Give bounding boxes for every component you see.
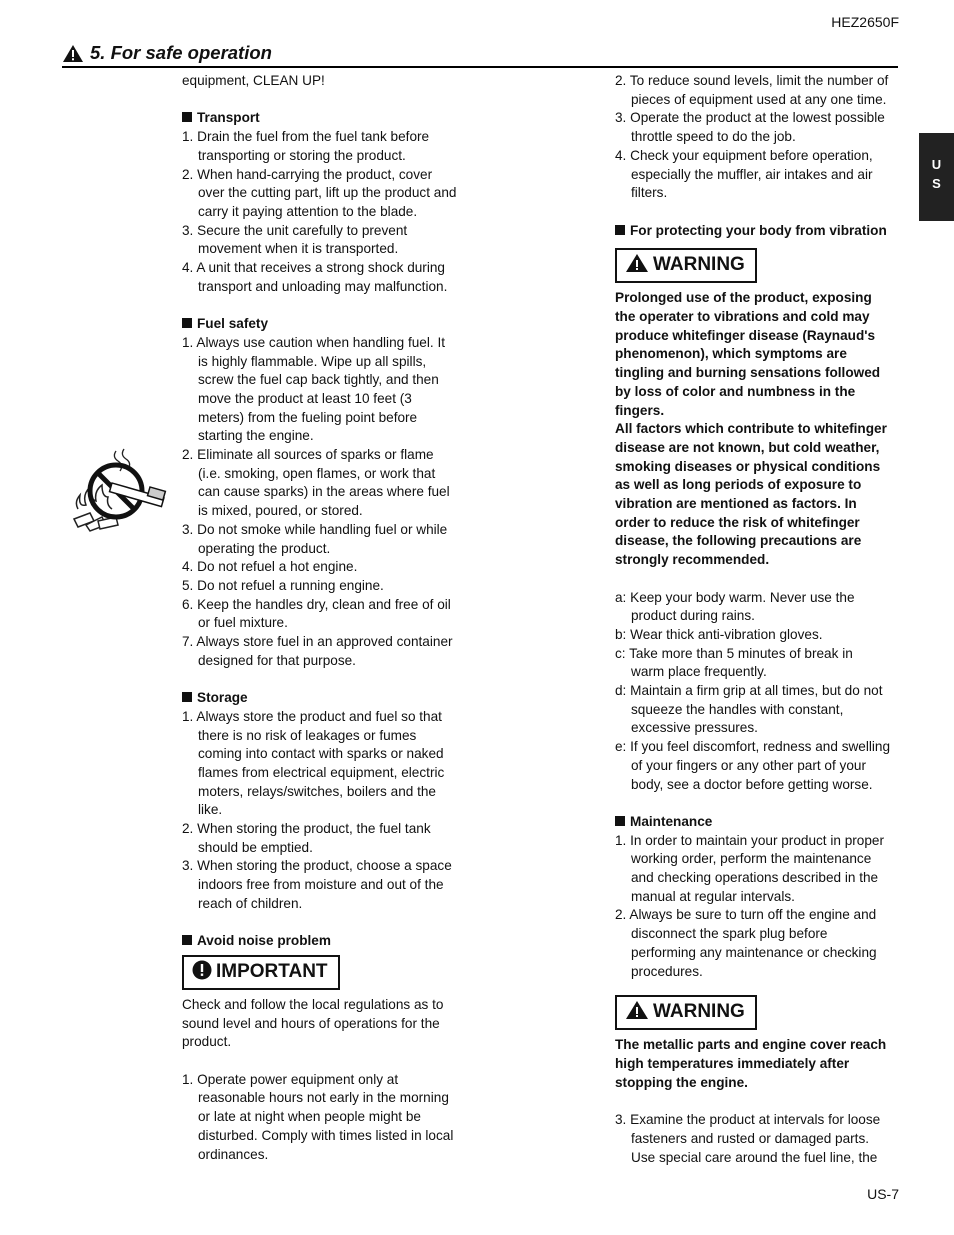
item-line: working order, perform the maintenance [631, 851, 872, 867]
item-line: transporting or storing the product. [198, 147, 406, 163]
list-item [182, 521, 470, 558]
maintenance-list [615, 832, 905, 982]
item-number: 1. [182, 708, 194, 724]
item-line: Operate power equipment only at [197, 1071, 399, 1087]
item-line: flames from electrical equipment, electric [198, 764, 445, 780]
item-line: If you feel discomfort, redness and swelling [630, 739, 891, 755]
item-number: 2. [182, 447, 194, 463]
warning-label: WARNING [653, 1001, 745, 1023]
warning-triangle-icon [62, 44, 84, 66]
item-line: disconnect the spark plug before [631, 926, 828, 942]
item-line: product during rains. [631, 608, 755, 624]
list-item [182, 1071, 470, 1165]
model-number: HEZ2650F [831, 14, 899, 30]
item-line: and checking operations described in the [631, 870, 879, 886]
maintenance-heading-text: Maintenance [630, 813, 713, 829]
warning-line: strongly recommended. [615, 552, 770, 568]
item-line: fasteners and rusted or damaged parts. [631, 1130, 870, 1146]
fuel-safety-heading-text: Fuel safety [197, 316, 269, 332]
list-item [182, 128, 470, 165]
item-number: 3. [182, 521, 194, 537]
item-line: operating the product. [198, 540, 331, 556]
exclamation-circle-icon [192, 960, 212, 980]
item-line: movement when it is transported. [198, 241, 399, 257]
maintenance-heading [615, 813, 905, 832]
warning-triangle-icon [625, 253, 649, 273]
item-letter: c: [615, 645, 626, 661]
list-item [615, 645, 905, 682]
item-line: Secure the unit carefully to prevent [197, 222, 408, 238]
item-line: ordinances. [198, 1146, 269, 1162]
list-item [615, 738, 905, 794]
item-number: 2. [182, 166, 194, 182]
item-line: (i.e. smoking, open flames, or work that [198, 465, 436, 481]
item-line: Keep your body warm. Never use the [630, 589, 855, 605]
fuel-safety-list [182, 334, 470, 671]
item-line: throttle speed to do the job. [631, 129, 796, 145]
side-tab-letter: U [931, 157, 942, 172]
item-number: 4. [182, 559, 194, 575]
item-line: Drain the fuel from the fuel tank before [197, 129, 430, 145]
list-item [182, 820, 470, 857]
warning-line: as well as long periods of exposure to [615, 477, 862, 493]
warning-triangle-icon [625, 1000, 649, 1020]
item-line: Always store fuel in an approved container [196, 634, 453, 650]
section-title: 5. For safe operation [90, 42, 272, 63]
noise-heading-text: Avoid noise problem [197, 933, 331, 949]
list-item [182, 166, 470, 222]
item-line: starting the engine. [198, 428, 314, 444]
item-line: disturbed. Comply with times listed in local [198, 1127, 454, 1143]
item-line: pieces of equipment used at any one time. [631, 91, 887, 107]
list-item [615, 589, 905, 626]
storage-heading-text: Storage [197, 690, 248, 706]
item-line: body, see a doctor before getting worse. [631, 776, 873, 792]
item-letter: a: [615, 589, 627, 605]
item-line: transport and unloading may malfunction. [198, 278, 448, 294]
item-line: In order to maintain your product in proper [630, 832, 885, 848]
item-number: 4. [182, 260, 194, 276]
no-smoking-icon [72, 447, 172, 536]
side-tab-letter: S [932, 176, 941, 191]
list-item [615, 832, 905, 907]
item-line: Keep the handles dry, clean and free of oil [197, 596, 451, 612]
vibration-list [615, 589, 905, 795]
warning-label: WARNING [653, 254, 745, 276]
list-item [615, 147, 905, 203]
item-line: is mixed, poured, or stored. [198, 503, 363, 519]
item-number: 6. [182, 596, 194, 612]
list-item [182, 857, 470, 913]
list-item [615, 682, 905, 738]
warning-line: vibration are mentioned as factors. In [615, 496, 857, 512]
item-line: of your fingers or any other part of your [631, 757, 866, 773]
item-line: there is no risk of leakages or fumes [198, 727, 417, 743]
important-text [182, 996, 470, 1052]
item-line: designed for that purpose. [198, 652, 356, 668]
item-line: can cause sparks) in the areas where fuel [198, 484, 450, 500]
item-line: Always use caution when handling fuel. It [196, 334, 445, 350]
square-bullet-icon [182, 692, 192, 702]
transport-heading [182, 109, 470, 128]
list-item [615, 72, 905, 109]
item-number: 2. [615, 907, 627, 923]
item-line: Always be sure to turn off the engine and [629, 907, 877, 923]
transport-list [182, 128, 470, 296]
item-line: When hand-carrying the product, cover [197, 166, 433, 182]
page-number: US-7 [867, 1186, 899, 1202]
item-number: 2. [182, 821, 194, 837]
noise-list-continued [615, 72, 905, 203]
vibration-heading [615, 222, 905, 241]
list-item [182, 708, 470, 820]
item-line: To reduce sound levels, limit the number of [629, 73, 889, 88]
warning-box [615, 248, 757, 283]
list-item [182, 558, 470, 577]
item-line: is highly flammable. Wipe up all spills, [198, 353, 427, 369]
item-line: excessive pressures. [631, 720, 758, 736]
warning-line: smoking diseases or physical conditions [615, 458, 881, 474]
item-letter: e: [615, 739, 627, 755]
storage-heading [182, 689, 470, 708]
warning-line: disease are not known, but cold weather, [615, 439, 880, 455]
continued-line [182, 72, 470, 91]
warning-box [615, 995, 757, 1030]
item-line: Take more than 5 minutes of break in [629, 645, 853, 661]
item-line: move the product at least 10 feet (3 [198, 390, 412, 406]
section-header [62, 42, 898, 68]
square-bullet-icon [182, 112, 192, 122]
item-number: 3. [182, 858, 194, 874]
item-line: performing any maintenance or checking [631, 944, 877, 960]
item-number: 5. [182, 577, 194, 593]
item-line: Eliminate all sources of sparks or flame [197, 447, 434, 463]
warning-line: stopping the engine. [615, 1074, 748, 1090]
fuel-safety-heading [182, 315, 470, 334]
item-line: Do not refuel a hot engine. [197, 559, 358, 575]
item-line: or fuel mixture. [198, 615, 288, 631]
list-item [615, 906, 905, 981]
item-line: Use special care around the fuel line, the [631, 1149, 878, 1165]
maintenance-warning-text [615, 1036, 905, 1092]
list-item [615, 1111, 905, 1167]
item-number: 1. [615, 832, 627, 848]
item-number: 3. [615, 1112, 627, 1128]
item-line: Do not refuel a running engine. [197, 577, 384, 593]
warning-line: The metallic parts and engine cover reach [615, 1037, 887, 1053]
item-line: squeeze the handles with constant, [631, 701, 844, 717]
item-line: meters) from the fueling point before [198, 409, 418, 425]
square-bullet-icon [182, 318, 192, 328]
item-number: 3. [615, 110, 627, 126]
item-line: should be emptied. [198, 839, 313, 855]
item-letter: b: [615, 626, 627, 642]
storage-list [182, 708, 470, 914]
square-bullet-icon [615, 225, 625, 235]
side-tab [919, 133, 954, 221]
item-line: coming into contact with sparks or naked [198, 746, 444, 762]
important-label: IMPORTANT [216, 960, 328, 982]
item-line: indoors free from moisture and out of the [198, 877, 444, 893]
item-line: Operate the product at the lowest possible [630, 110, 885, 126]
item-line: over the cutting part, lift up the product and [198, 185, 457, 201]
important-line: Check and follow the local regulations as to [182, 996, 444, 1012]
item-line: When storing the product, choose a space [197, 858, 452, 874]
item-line: Check your equipment before operation, [630, 147, 873, 163]
warning-line: the operater to vibrations and cold may [615, 309, 870, 325]
important-line: sound level and hours of operations for the [182, 1015, 440, 1031]
vibration-heading-text: For protecting your body from vibration [630, 222, 887, 238]
item-number: 2. [615, 73, 627, 88]
continued-line-text: equipment, CLEAN UP! [182, 73, 325, 88]
warning-line: disease, the following precautions are [615, 533, 862, 549]
item-number: 3. [182, 222, 194, 238]
left-column [182, 72, 470, 1164]
important-box [182, 955, 340, 990]
warning-line: tingling and burning sensations followed [615, 365, 881, 381]
item-line: procedures. [631, 963, 703, 979]
item-line: reach of children. [198, 895, 303, 911]
important-line: product. [182, 1034, 232, 1050]
list-item [182, 222, 470, 259]
noise-heading [182, 932, 470, 951]
warning-line: high temperatures immediately after [615, 1056, 850, 1071]
square-bullet-icon [615, 816, 625, 826]
item-line: Do not smoke while handling fuel or while [197, 521, 448, 537]
warning-line: by loss of color and numbness in the [615, 383, 856, 399]
vibration-warning-text [615, 289, 905, 570]
square-bullet-icon [182, 935, 192, 945]
list-item [615, 109, 905, 146]
item-number: 1. [182, 334, 194, 350]
item-line: especially the muffler, air intakes and air [631, 166, 873, 182]
transport-heading-text: Transport [197, 110, 260, 126]
warning-line: All factors which contribute to whitefinger [615, 421, 887, 437]
item-number: 4. [615, 147, 627, 163]
item-line: Examine the product at intervals for loose [630, 1112, 881, 1128]
item-letter: d: [615, 683, 627, 699]
item-number: 1. [182, 129, 194, 145]
item-number: 1. [182, 1071, 194, 1087]
item-line: moters, relays/switches, boilers and the [198, 783, 436, 799]
item-line: screw the fuel cap back tightly, and then [198, 372, 439, 388]
warning-line: Prolonged use of the product, exposing [615, 290, 872, 306]
list-item [182, 596, 470, 633]
list-item [182, 334, 470, 446]
item-line: carry it paying attention to the blade. [198, 203, 418, 219]
list-item [182, 577, 470, 596]
list-item [182, 446, 470, 521]
item-line: Maintain a firm grip at all times, but do not [630, 683, 883, 699]
warning-line: fingers. [615, 402, 665, 418]
item-line: reasonable hours not early in the morning [198, 1090, 449, 1106]
item-line: warm place frequently. [631, 664, 767, 680]
item-line: Wear thick anti-vibration gloves. [630, 626, 823, 642]
item-line: or late at night when people might be [198, 1109, 421, 1125]
item-line: like. [198, 802, 223, 818]
item-line: manual at regular intervals. [631, 888, 795, 904]
list-item [182, 259, 470, 296]
item-line: Always store the product and fuel so that [196, 708, 442, 724]
warning-line: produce whitefinger disease (Raynaud's [615, 327, 876, 343]
warning-line: phenomenon), which symptoms are [615, 346, 847, 362]
list-item [182, 633, 470, 670]
item-line: When storing the product, the fuel tank [197, 821, 431, 837]
item-line: filters. [631, 185, 668, 201]
list-item [615, 626, 905, 645]
item-line: A unit that receives a strong shock during [196, 260, 445, 276]
item-number: 7. [182, 634, 194, 650]
warning-line: order to reduce the risk of whitefinger [615, 514, 860, 530]
right-column [615, 72, 905, 1167]
